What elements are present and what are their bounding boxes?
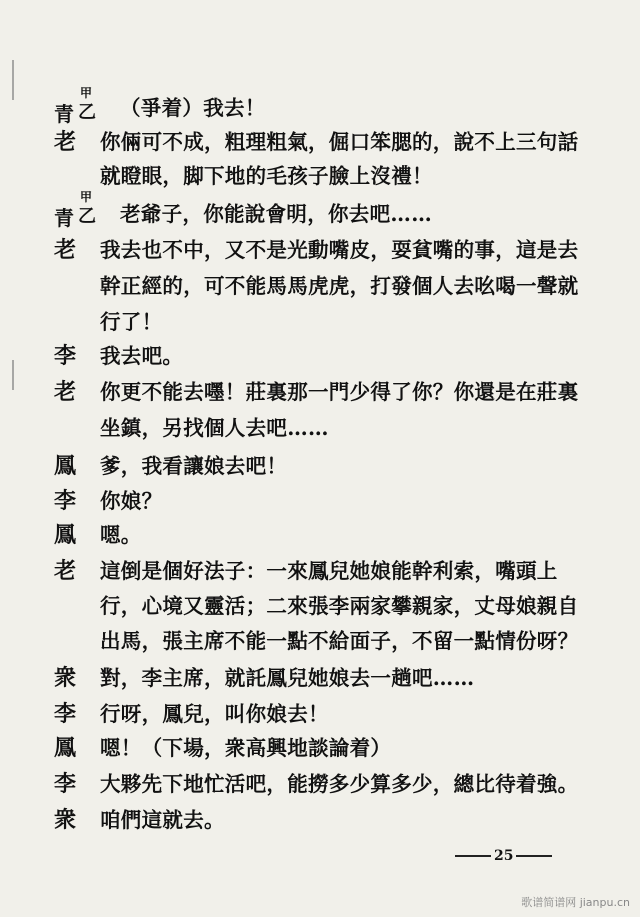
- dialogue-line: 咱們這就去。: [100, 808, 225, 832]
- dialogue-line: 就瞪眼，脚下地的毛孩子臉上沒禮！: [100, 164, 433, 188]
- dialogue-line: （爭着）我去！: [120, 96, 266, 120]
- watermark: 歌谱简谱网 jianpu.cn: [521, 896, 630, 909]
- dialogue-line: 行呀，鳳兒，叫你娘去！: [100, 702, 329, 726]
- dialogue-line: 行了！: [100, 310, 163, 334]
- speaker-label: 鳳: [54, 522, 77, 548]
- speaker-label: 衆: [54, 665, 77, 691]
- speaker-label: 青 甲 乙: [54, 190, 96, 230]
- speaker-label: 李: [54, 771, 77, 797]
- speaker-label: 老: [54, 558, 77, 584]
- page-number: [452, 848, 555, 864]
- dialogue-line: 這倒是個好法子：一來鳳兒她娘能幹利索，嘴頭上: [100, 559, 558, 583]
- page-number-text: 25: [494, 848, 514, 864]
- page-edge-mark: [12, 360, 14, 390]
- dialogue-line: 你娘？: [100, 489, 163, 513]
- page-number-rule: [455, 855, 491, 857]
- dialogue-line: 出馬，張主席不能一點不給面子，不留一點情份呀？: [100, 629, 579, 653]
- dialogue-line: 你更不能去嚜！莊裏那一門少得了你？你還是在莊裏: [100, 380, 579, 404]
- dialogue-line: 行，心境又靈活；二來張李兩家攀親家，丈母娘親自: [100, 594, 579, 618]
- dialogue-line: 大夥先下地忙活吧，能撈多少算多少，總比待着強。: [100, 772, 579, 796]
- speaker-label: 老: [54, 237, 77, 263]
- dialogue-line: 嗯。: [100, 523, 142, 547]
- speaker-label: 老: [54, 379, 77, 405]
- dialogue-line: 幹正經的，可不能馬馬虎虎，打發個人去吆喝一聲就: [100, 274, 579, 298]
- dialogue-line: 我去也不中，又不是光動嘴皮，耍貧嘴的事，這是去: [100, 238, 579, 262]
- dialogue-line: 我去吧。: [100, 344, 184, 368]
- page-number-rule: [516, 855, 552, 857]
- dialogue-line: 嗯！（下場，衆高興地談論着）: [100, 736, 392, 760]
- dialogue-line: 老爺子，你能說會明，你去吧……: [120, 202, 432, 226]
- speaker-label: 鳳: [54, 735, 77, 761]
- dialogue-line: 坐鎮，另找個人去吧……: [100, 416, 329, 440]
- dialogue-line: 你倆可不成，粗理粗氣，倔口笨腮的，說不上三句話: [100, 130, 579, 154]
- speaker-label: 青 甲 乙: [54, 86, 96, 126]
- speaker-label: 李: [54, 701, 77, 727]
- speaker-label: 李: [54, 488, 77, 514]
- speaker-label: 李: [54, 343, 77, 369]
- speaker-label: 衆: [54, 807, 77, 833]
- dialogue-line: 爹，我看讓娘去吧！: [100, 454, 288, 478]
- dialogue-line: 對，李主席，就託鳳兒她娘去一趟吧……: [100, 666, 475, 690]
- speaker-label: 鳳: [54, 453, 77, 479]
- speaker-label: 老: [54, 129, 77, 155]
- page-edge-mark: [12, 60, 14, 100]
